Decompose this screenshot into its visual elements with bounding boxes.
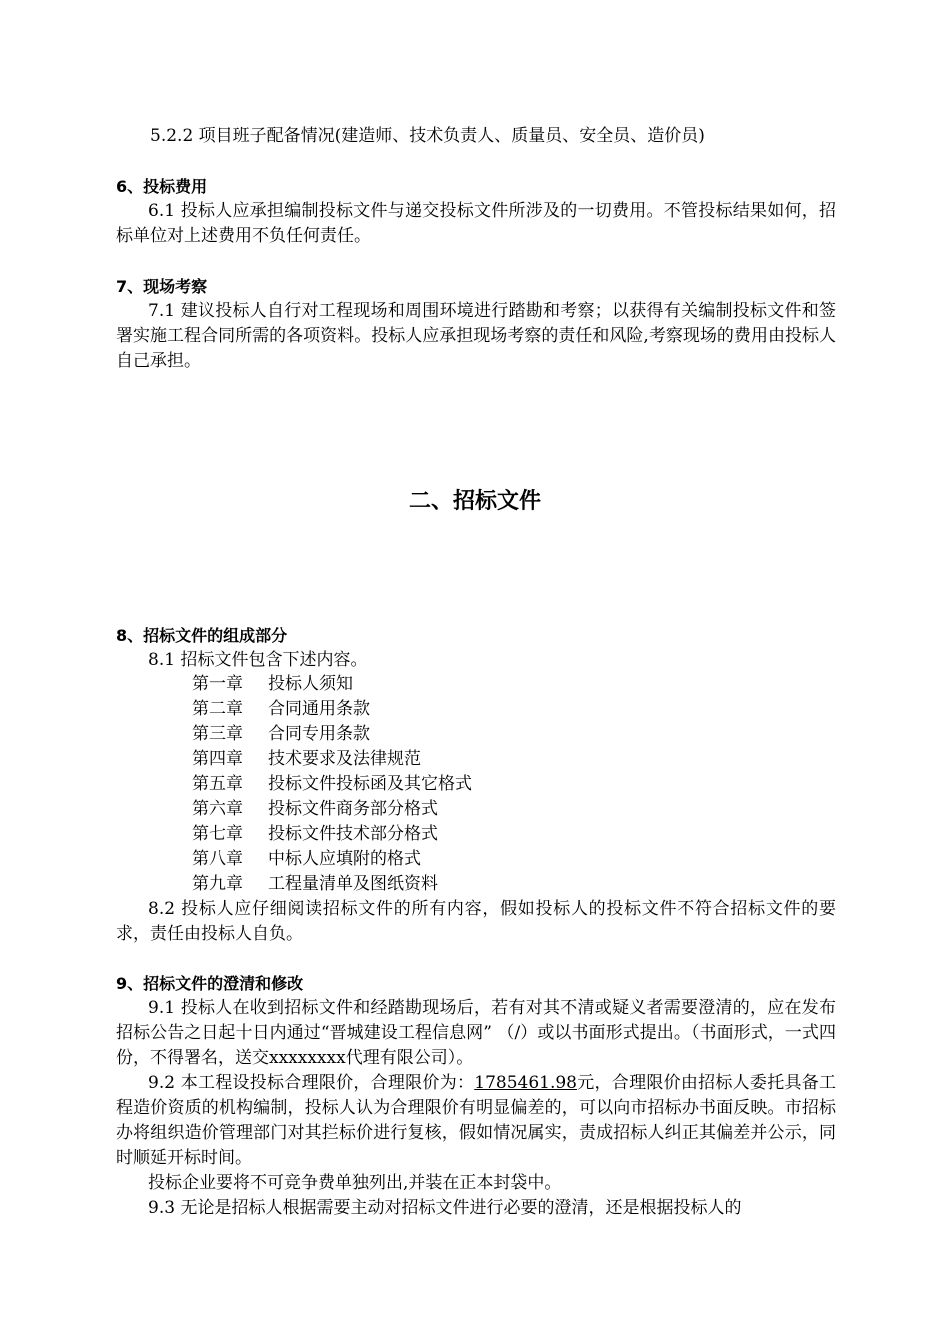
paragraph-8-1: 8.1 招标文件包含下述内容。 xyxy=(148,650,368,670)
heading-9: 9、招标文件的澄清和修改 xyxy=(116,974,304,993)
heading-6: 6、投标费用 xyxy=(116,177,208,196)
chapter-item: 第九章 工程量清单及图纸资料 xyxy=(192,874,438,894)
reasonable-limit-amount: 1785461.98 xyxy=(474,1073,577,1093)
paragraph-9-2-note: 投标企业要将不可竞争费单独列出,并装在正本封袋中。 xyxy=(148,1173,562,1193)
paragraph-8-2: 8.2 投标人应仔细阅读招标文件的所有内容，假如投标人的投标文件不符合招标文件的要求，责任由投标人自负。 xyxy=(116,899,836,944)
chapter-item: 第七章 投标文件技术部分格式 xyxy=(192,824,438,844)
section-6 xyxy=(116,174,836,249)
heading-7: 7、现场考察 xyxy=(116,277,208,296)
section-7 xyxy=(116,274,836,374)
chapter-item: 第五章 投标文件投标函及其它格式 xyxy=(192,774,472,794)
paragraph-7-1: 7.1 建议投标人自行对工程现场和周围环境进行踏勘和考察；以获得有关编制投标文件和签署实施工程合同所需的各项资料。投标人应承担现场考察的责任和风险,考察现场的费用由投标人自己承担。 xyxy=(116,301,836,371)
chapter-item: 第三章 合同专用条款 xyxy=(192,724,370,744)
heading-8: 8、招标文件的组成部分 xyxy=(116,626,288,645)
chapter-item: 第八章 中标人应填附的格式 xyxy=(192,849,421,869)
section-8-2 xyxy=(116,897,836,947)
chapter-item: 第二章 合同通用条款 xyxy=(192,699,370,719)
part-title: 二、招标文件 xyxy=(408,489,541,514)
section-8 xyxy=(116,623,836,673)
section-9 xyxy=(116,971,836,1221)
chapter-item: 第一章 投标人须知 xyxy=(192,674,353,694)
paragraph-5-2-2: 5.2.2 项目班子配备情况(建造师、技术负责人、质量员、安全员、造价员) xyxy=(150,126,705,146)
chapter-list xyxy=(192,672,472,897)
chapter-item: 第六章 投标文件商务部分格式 xyxy=(192,799,438,819)
paragraph-9-1: 9.1 投标人在收到招标文件和经踏勘现场后，若有对其不清或疑义者需要澄清的，应在发布招标公告之日起十日内通过“晋城建设工程信息网” （/）或以书面形式提出。（书面形式，一式四份，不得署名，送交xxxxxxxx代理有限公司）。 xyxy=(116,998,836,1068)
chapter-item: 第四章 技术要求及法律规范 xyxy=(192,749,421,769)
paragraph-9-3: 9.3 无论是招标人根据需要主动对招标文件进行必要的澄清，还是根据投标人的 xyxy=(148,1198,742,1218)
paragraph-9-2: 9.2 本工程设投标合理限价，合理限价为：1785461.98元，合理限价由招标人委托具备工程造价资质的机构编制，投标人认为合理限价有明显偏差的，可以向市招标办书面反映。市招标办将组织造价管理部门对其拦标价进行复核，假如情况属实，责成招标人纠正其偏差并公示，同时顺延开标时间。 xyxy=(116,1073,836,1168)
paragraph-6-1: 6.1 投标人应承担编制投标文件与递交投标文件所涉及的一切费用。不管投标结果如何，招标单位对上述费用不负任何责任。 xyxy=(116,201,836,246)
section-5-2-2 xyxy=(116,124,836,149)
